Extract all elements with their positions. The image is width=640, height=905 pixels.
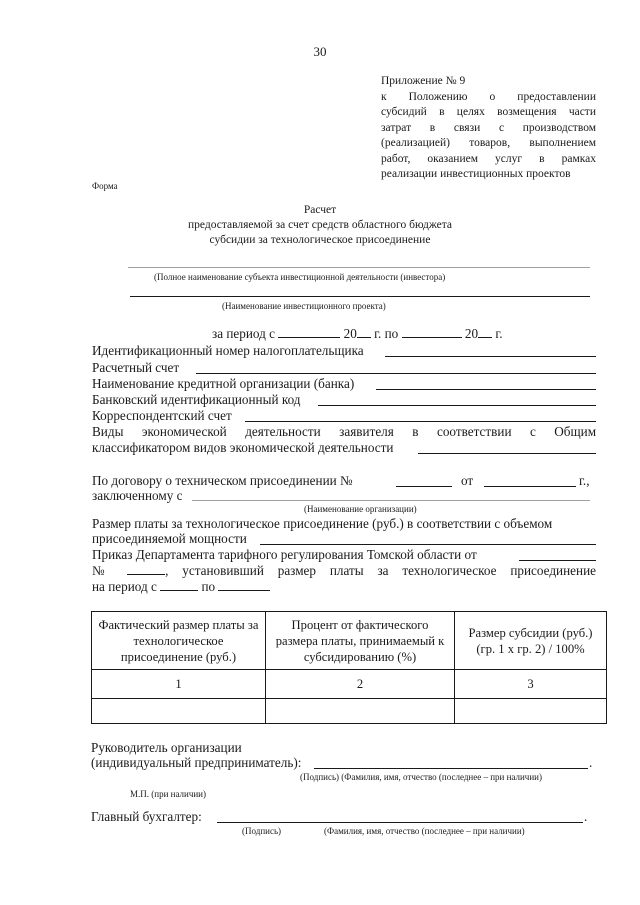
period-line	[212, 326, 503, 342]
appendix-line: субсидий в целях возмещения части	[381, 106, 596, 118]
fee-line: Размер платы за технологическое присоединение (руб.) в соответствии с объемом	[92, 516, 553, 531]
order-date-field[interactable]	[519, 560, 596, 561]
form-label: Форма	[92, 181, 118, 191]
order-word: присоединение	[510, 563, 596, 578]
subject-name-caption: (Полное наименование субъекта инвестиционной деятельности (инвестора)	[154, 272, 446, 282]
order-word: технологическое	[402, 563, 497, 578]
head-label-2: (индивидуальный предприниматель):	[91, 755, 302, 770]
appendix-title: Приложение № 9	[381, 75, 466, 87]
period-start-field[interactable]	[278, 326, 340, 338]
table-header-cell: Фактический размер платы за технологическое присоединение (руб.)	[92, 612, 266, 670]
fee-label: присоединяемой мощности	[92, 531, 247, 546]
contract-from: от	[461, 473, 474, 488]
corr-account-field[interactable]	[245, 421, 596, 422]
account-label: Расчетный счет	[92, 360, 180, 375]
appendix-block	[381, 74, 596, 183]
appendix-line: работ, оказанием услуг в рамках	[381, 152, 596, 165]
contract-number-field[interactable]	[396, 486, 452, 487]
inn-field[interactable]	[385, 356, 596, 357]
corr-account-label: Корреспондентский счет	[92, 408, 232, 423]
head-period: .	[589, 755, 593, 770]
order-word: за	[377, 563, 389, 578]
subject-name-line[interactable]	[128, 267, 590, 268]
subsidy-table	[91, 611, 607, 724]
accountant-signature-field[interactable]	[217, 822, 583, 823]
table-header-cell: Размер субсидии (руб.) (гр. 1 х гр. 2) / 100%	[455, 612, 607, 670]
org-name-field[interactable]	[192, 500, 590, 501]
table-header-cell: Процент от фактического размера платы, принимаемый к субсидированию (%)	[266, 612, 455, 670]
order-word: размер	[277, 563, 316, 578]
document-title: Расчет	[303, 204, 337, 216]
okved-word: Виды	[92, 424, 124, 439]
project-name-caption: (Наименование инвестиционного проекта)	[222, 301, 386, 311]
appendix-line: к Положению о предоставлении	[381, 90, 596, 103]
accountant-period: .	[584, 809, 588, 824]
table-cell[interactable]	[92, 699, 266, 724]
okved-label: классификатором видов экономической деятельности	[92, 440, 394, 455]
order-period-prefix: на период с	[92, 579, 157, 594]
order-period-start-field[interactable]	[160, 579, 198, 591]
order-period-to: по	[201, 579, 216, 594]
period-prefix: за период с	[212, 326, 275, 341]
order-word: установивший	[182, 563, 264, 578]
bik-field[interactable]	[318, 405, 596, 406]
order-line: Приказ Департамента тарифного регулирования Томской области от	[92, 547, 477, 562]
period-to: г. по	[374, 326, 399, 341]
appendix-last-line: реализации инвестиционных проектов	[381, 168, 571, 180]
document-subtitle: предоставляемой за счет средств областного бюджета	[188, 219, 452, 231]
period-suffix: г.	[495, 326, 503, 341]
order-word: ,	[165, 563, 169, 578]
okved-word: соответствии	[436, 424, 512, 439]
table-cell[interactable]	[455, 699, 607, 724]
bik-label: Банковский идентификационный код	[92, 392, 301, 407]
bank-field[interactable]	[376, 389, 596, 390]
inn-label: Идентификационный номер налогоплательщика	[92, 343, 364, 358]
contract-prefix: По договору о техническом присоединении №	[92, 473, 353, 488]
page-number: 30	[313, 44, 327, 59]
okved-field[interactable]	[418, 453, 596, 454]
bank-label: Наименование кредитной организации (банка)	[92, 376, 355, 391]
document-subtitle: субсидии за технологическое присоединение	[209, 234, 431, 246]
appendix-line: (реализацией) товаров, выполнением	[381, 137, 596, 149]
table-number-cell: 1	[92, 670, 266, 699]
period-year1: 20	[343, 326, 357, 341]
order-number-field[interactable]	[127, 563, 165, 575]
accountant-name-caption: (Фамилия, имя, отчество (последнее – при наличии)	[324, 826, 525, 836]
table-row	[92, 699, 607, 724]
head-label: Руководитель организации	[91, 740, 242, 755]
okved-word: Общим	[554, 424, 597, 439]
order-number-sign: №	[92, 563, 116, 578]
contract-date-field[interactable]	[484, 486, 576, 487]
org-name-caption: (Наименование организации)	[304, 504, 417, 514]
period-year1-field[interactable]	[357, 326, 371, 338]
fee-field[interactable]	[260, 544, 596, 545]
order-word: платы	[329, 563, 364, 578]
accountant-label: Главный бухгалтер:	[91, 809, 202, 824]
period-year2-field[interactable]	[478, 326, 492, 338]
order-period-line	[92, 579, 270, 595]
okved-line	[92, 424, 596, 440]
table-number-cell: 3	[455, 670, 607, 699]
order-period-end-field[interactable]	[218, 579, 270, 591]
table-cell[interactable]	[266, 699, 455, 724]
okved-word: заявителя	[339, 424, 394, 439]
okved-word: с	[529, 424, 536, 439]
head-signature-field[interactable]	[314, 768, 588, 769]
table-header-row	[92, 612, 607, 670]
accountant-signature-caption: (Подпись)	[242, 826, 282, 836]
period-year2: 20	[464, 326, 479, 341]
okved-word: в	[412, 424, 419, 439]
project-name-line[interactable]	[130, 296, 590, 297]
concluded-with-label: заключенному с	[92, 488, 183, 503]
account-field[interactable]	[196, 373, 596, 374]
period-end-field[interactable]	[402, 326, 462, 338]
stamp-caption: М.П. (при наличии)	[130, 789, 206, 799]
order-line-2	[92, 563, 596, 579]
table-number-row	[92, 670, 607, 699]
okved-word: экономической	[141, 424, 227, 439]
table-number-cell: 2	[266, 670, 455, 699]
okved-word: деятельности	[245, 424, 321, 439]
head-signature-caption: (Подпись) (Фамилия, имя, отчество (последнее – при наличии)	[300, 772, 542, 782]
appendix-line: затрат в связи с производством	[381, 121, 596, 134]
contract-year: г.,	[579, 473, 590, 488]
